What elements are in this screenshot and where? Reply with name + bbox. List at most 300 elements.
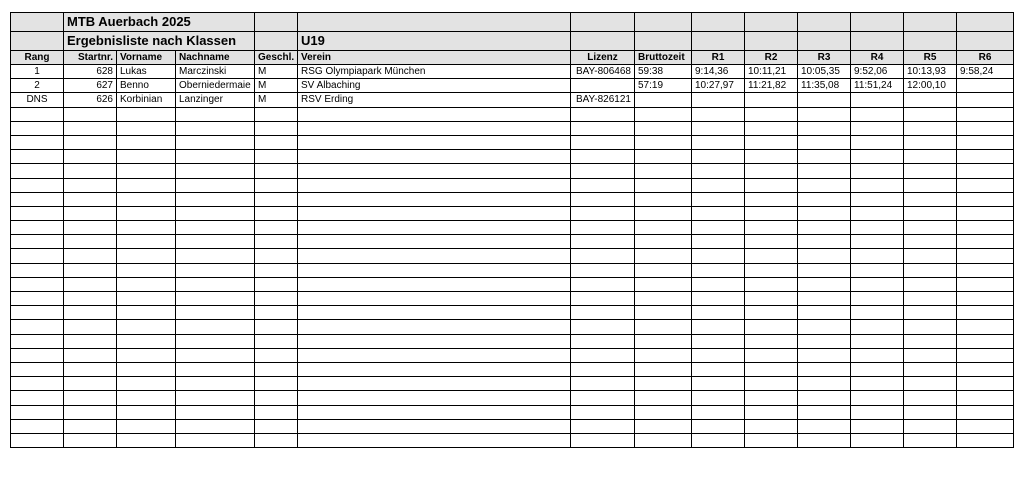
cell[interactable] xyxy=(117,150,176,164)
cell[interactable] xyxy=(255,150,298,164)
cell[interactable] xyxy=(571,13,635,32)
cell[interactable] xyxy=(745,306,798,320)
cell-startnr[interactable]: 628 xyxy=(64,65,117,79)
cell[interactable] xyxy=(957,391,1014,405)
cell[interactable] xyxy=(957,13,1014,32)
cell[interactable] xyxy=(745,107,798,121)
cell[interactable] xyxy=(745,150,798,164)
cell[interactable] xyxy=(571,107,635,121)
cell[interactable] xyxy=(117,391,176,405)
cell[interactable] xyxy=(851,121,904,135)
cell[interactable] xyxy=(176,320,255,334)
cell[interactable] xyxy=(11,107,64,121)
cell[interactable] xyxy=(117,221,176,235)
cell[interactable] xyxy=(255,391,298,405)
cell[interactable] xyxy=(64,433,117,447)
cell[interactable] xyxy=(255,419,298,433)
cell[interactable] xyxy=(635,107,692,121)
cell[interactable] xyxy=(904,433,957,447)
cell[interactable] xyxy=(851,362,904,376)
cell[interactable] xyxy=(298,249,571,263)
cell[interactable] xyxy=(176,419,255,433)
cell-r5[interactable] xyxy=(904,93,957,107)
cell[interactable] xyxy=(904,32,957,51)
cell[interactable] xyxy=(851,292,904,306)
cell[interactable] xyxy=(957,405,1014,419)
cell[interactable] xyxy=(255,405,298,419)
cell[interactable] xyxy=(11,221,64,235)
cell[interactable] xyxy=(176,306,255,320)
cell[interactable] xyxy=(957,419,1014,433)
cell[interactable] xyxy=(11,377,64,391)
cell[interactable] xyxy=(798,221,851,235)
cell[interactable] xyxy=(904,206,957,220)
cell[interactable] xyxy=(904,221,957,235)
cell[interactable] xyxy=(298,192,571,206)
cell[interactable] xyxy=(798,419,851,433)
cell[interactable] xyxy=(571,235,635,249)
cell[interactable] xyxy=(692,405,745,419)
cell[interactable] xyxy=(957,348,1014,362)
cell[interactable] xyxy=(798,206,851,220)
cell[interactable] xyxy=(851,405,904,419)
cell[interactable] xyxy=(851,206,904,220)
cell[interactable] xyxy=(904,263,957,277)
cell[interactable] xyxy=(692,107,745,121)
cell[interactable] xyxy=(298,320,571,334)
cell-verein[interactable]: SV Albaching xyxy=(298,79,571,93)
cell[interactable] xyxy=(851,249,904,263)
cell-r2[interactable] xyxy=(745,93,798,107)
cell[interactable] xyxy=(64,135,117,149)
sheet-subtitle[interactable]: Ergebnisliste nach Klassen xyxy=(64,32,255,51)
cell[interactable] xyxy=(692,377,745,391)
cell-lizenz[interactable] xyxy=(571,79,635,93)
cell[interactable] xyxy=(298,405,571,419)
cell[interactable] xyxy=(11,135,64,149)
cell[interactable] xyxy=(571,164,635,178)
cell[interactable] xyxy=(64,249,117,263)
cell[interactable] xyxy=(851,221,904,235)
cell-bruttozeit[interactable] xyxy=(635,93,692,107)
cell-startnr[interactable]: 626 xyxy=(64,93,117,107)
cell[interactable] xyxy=(298,150,571,164)
cell[interactable] xyxy=(851,433,904,447)
cell[interactable] xyxy=(957,221,1014,235)
cell[interactable] xyxy=(692,13,745,32)
cell[interactable] xyxy=(851,135,904,149)
cell[interactable] xyxy=(117,164,176,178)
cell[interactable] xyxy=(745,164,798,178)
cell[interactable] xyxy=(176,433,255,447)
cell[interactable] xyxy=(117,135,176,149)
cell[interactable] xyxy=(957,121,1014,135)
cell[interactable] xyxy=(745,121,798,135)
cell[interactable] xyxy=(176,107,255,121)
cell[interactable] xyxy=(798,192,851,206)
cell-nachname[interactable]: Oberniedermaie xyxy=(176,79,255,93)
cell[interactable] xyxy=(176,192,255,206)
cell[interactable] xyxy=(117,206,176,220)
cell[interactable] xyxy=(692,433,745,447)
header-bruttozeit[interactable]: Bruttozeit xyxy=(635,51,692,65)
cell[interactable] xyxy=(904,377,957,391)
cell[interactable] xyxy=(851,377,904,391)
cell[interactable] xyxy=(298,348,571,362)
cell[interactable] xyxy=(64,334,117,348)
cell[interactable] xyxy=(117,249,176,263)
cell[interactable] xyxy=(176,292,255,306)
cell[interactable] xyxy=(957,192,1014,206)
cell[interactable] xyxy=(255,320,298,334)
cell[interactable] xyxy=(798,348,851,362)
cell[interactable] xyxy=(957,150,1014,164)
cell-rang[interactable]: DNS xyxy=(11,93,64,107)
cell[interactable] xyxy=(692,362,745,376)
cell[interactable] xyxy=(117,292,176,306)
cell[interactable] xyxy=(298,13,571,32)
cell[interactable] xyxy=(64,292,117,306)
cell[interactable] xyxy=(298,206,571,220)
cell[interactable] xyxy=(64,178,117,192)
cell[interactable] xyxy=(176,235,255,249)
cell[interactable] xyxy=(745,32,798,51)
header-r4[interactable]: R4 xyxy=(851,51,904,65)
cell[interactable] xyxy=(745,192,798,206)
cell[interactable] xyxy=(176,206,255,220)
cell[interactable] xyxy=(692,206,745,220)
cell[interactable] xyxy=(255,107,298,121)
cell[interactable] xyxy=(298,221,571,235)
cell[interactable] xyxy=(745,320,798,334)
cell[interactable] xyxy=(11,419,64,433)
cell[interactable] xyxy=(571,377,635,391)
cell[interactable] xyxy=(117,306,176,320)
cell-rang[interactable]: 1 xyxy=(11,65,64,79)
cell[interactable] xyxy=(692,292,745,306)
cell[interactable] xyxy=(255,164,298,178)
cell[interactable] xyxy=(117,121,176,135)
cell[interactable] xyxy=(851,320,904,334)
cell[interactable] xyxy=(692,334,745,348)
cell[interactable] xyxy=(798,13,851,32)
cell[interactable] xyxy=(957,320,1014,334)
cell[interactable] xyxy=(635,292,692,306)
cell[interactable] xyxy=(635,348,692,362)
cell[interactable] xyxy=(176,249,255,263)
cell-r4[interactable]: 11:51,24 xyxy=(851,79,904,93)
cell[interactable] xyxy=(176,377,255,391)
cell-r4[interactable]: 9:52,06 xyxy=(851,65,904,79)
header-r3[interactable]: R3 xyxy=(798,51,851,65)
cell[interactable] xyxy=(904,249,957,263)
cell[interactable] xyxy=(904,192,957,206)
cell[interactable] xyxy=(851,235,904,249)
cell[interactable] xyxy=(798,235,851,249)
cell[interactable] xyxy=(298,121,571,135)
cell[interactable] xyxy=(798,405,851,419)
cell[interactable] xyxy=(117,178,176,192)
cell[interactable] xyxy=(851,178,904,192)
cell[interactable] xyxy=(851,150,904,164)
header-r1[interactable]: R1 xyxy=(692,51,745,65)
cell[interactable] xyxy=(635,192,692,206)
cell[interactable] xyxy=(298,334,571,348)
header-r2[interactable]: R2 xyxy=(745,51,798,65)
cell[interactable] xyxy=(176,221,255,235)
cell[interactable] xyxy=(176,164,255,178)
cell[interactable] xyxy=(571,221,635,235)
cell[interactable] xyxy=(64,320,117,334)
cell[interactable] xyxy=(798,164,851,178)
cell[interactable] xyxy=(851,391,904,405)
cell-nachname[interactable]: Lanzinger xyxy=(176,93,255,107)
cell[interactable] xyxy=(904,277,957,291)
cell[interactable] xyxy=(957,433,1014,447)
cell[interactable] xyxy=(64,263,117,277)
cell[interactable] xyxy=(692,249,745,263)
cell[interactable] xyxy=(298,433,571,447)
cell[interactable] xyxy=(64,192,117,206)
cell[interactable] xyxy=(851,107,904,121)
cell[interactable] xyxy=(176,150,255,164)
cell[interactable] xyxy=(692,178,745,192)
cell[interactable] xyxy=(957,362,1014,376)
cell[interactable] xyxy=(117,192,176,206)
cell-bruttozeit[interactable]: 59:38 xyxy=(635,65,692,79)
cell[interactable] xyxy=(745,362,798,376)
cell[interactable] xyxy=(904,348,957,362)
cell-bruttozeit[interactable]: 57:19 xyxy=(635,79,692,93)
cell[interactable] xyxy=(176,348,255,362)
cell[interactable] xyxy=(11,32,64,51)
cell[interactable] xyxy=(117,334,176,348)
cell[interactable] xyxy=(635,362,692,376)
cell-rang[interactable]: 2 xyxy=(11,79,64,93)
cell[interactable] xyxy=(11,433,64,447)
cell[interactable] xyxy=(635,263,692,277)
cell[interactable] xyxy=(298,277,571,291)
cell[interactable] xyxy=(255,121,298,135)
cell[interactable] xyxy=(298,178,571,192)
cell[interactable] xyxy=(298,263,571,277)
cell[interactable] xyxy=(798,277,851,291)
cell[interactable] xyxy=(745,433,798,447)
cell[interactable] xyxy=(64,221,117,235)
cell[interactable] xyxy=(904,292,957,306)
cell[interactable] xyxy=(692,419,745,433)
cell-r3[interactable]: 11:35,08 xyxy=(798,79,851,93)
cell[interactable] xyxy=(635,405,692,419)
cell[interactable] xyxy=(571,362,635,376)
cell[interactable] xyxy=(798,433,851,447)
cell[interactable] xyxy=(571,391,635,405)
cell[interactable] xyxy=(904,235,957,249)
cell[interactable] xyxy=(255,263,298,277)
cell[interactable] xyxy=(176,277,255,291)
cell[interactable] xyxy=(255,235,298,249)
cell[interactable] xyxy=(255,334,298,348)
cell[interactable] xyxy=(11,263,64,277)
cell[interactable] xyxy=(64,121,117,135)
cell-r2[interactable]: 11:21,82 xyxy=(745,79,798,93)
cell[interactable] xyxy=(798,150,851,164)
cell[interactable] xyxy=(904,334,957,348)
cell[interactable] xyxy=(571,121,635,135)
header-verein[interactable]: Verein xyxy=(298,51,571,65)
cell[interactable] xyxy=(11,320,64,334)
cell[interactable] xyxy=(798,377,851,391)
cell-verein[interactable]: RSG Olympiapark München xyxy=(298,65,571,79)
cell[interactable] xyxy=(117,433,176,447)
cell[interactable] xyxy=(571,348,635,362)
cell[interactable] xyxy=(11,405,64,419)
cell[interactable] xyxy=(11,292,64,306)
cell[interactable] xyxy=(11,192,64,206)
cell[interactable] xyxy=(117,277,176,291)
cell[interactable] xyxy=(851,32,904,51)
cell-nachname[interactable]: Marczinski xyxy=(176,65,255,79)
cell[interactable] xyxy=(957,178,1014,192)
cell[interactable] xyxy=(64,306,117,320)
cell[interactable] xyxy=(571,334,635,348)
cell[interactable] xyxy=(745,221,798,235)
cell[interactable] xyxy=(571,135,635,149)
cell[interactable] xyxy=(904,419,957,433)
cell[interactable] xyxy=(255,178,298,192)
cell[interactable] xyxy=(904,391,957,405)
cell[interactable] xyxy=(904,107,957,121)
cell[interactable] xyxy=(176,263,255,277)
cell[interactable] xyxy=(64,377,117,391)
cell[interactable] xyxy=(571,150,635,164)
cell[interactable] xyxy=(957,107,1014,121)
cell-r4[interactable] xyxy=(851,93,904,107)
cell[interactable] xyxy=(635,306,692,320)
cell[interactable] xyxy=(745,135,798,149)
cell[interactable] xyxy=(11,391,64,405)
cell[interactable] xyxy=(64,277,117,291)
cell[interactable] xyxy=(692,150,745,164)
header-vorname[interactable]: Vorname xyxy=(117,51,176,65)
cell[interactable] xyxy=(117,320,176,334)
cell[interactable] xyxy=(11,348,64,362)
cell[interactable] xyxy=(904,178,957,192)
cell[interactable] xyxy=(904,150,957,164)
cell[interactable] xyxy=(904,135,957,149)
cell[interactable] xyxy=(957,377,1014,391)
cell[interactable] xyxy=(957,334,1014,348)
cell-lizenz[interactable]: BAY-806468 xyxy=(571,65,635,79)
cell[interactable] xyxy=(635,433,692,447)
cell[interactable] xyxy=(957,249,1014,263)
cell[interactable] xyxy=(64,348,117,362)
cell[interactable] xyxy=(298,164,571,178)
cell[interactable] xyxy=(692,235,745,249)
cell[interactable] xyxy=(11,164,64,178)
cell[interactable] xyxy=(745,391,798,405)
cell[interactable] xyxy=(745,263,798,277)
cell[interactable] xyxy=(904,13,957,32)
cell[interactable] xyxy=(692,164,745,178)
cell[interactable] xyxy=(255,377,298,391)
cell[interactable] xyxy=(255,249,298,263)
cell[interactable] xyxy=(798,362,851,376)
cell[interactable] xyxy=(957,135,1014,149)
cell[interactable] xyxy=(635,150,692,164)
cell[interactable] xyxy=(798,178,851,192)
cell[interactable] xyxy=(635,391,692,405)
cell[interactable] xyxy=(298,292,571,306)
cell[interactable] xyxy=(255,362,298,376)
cell[interactable] xyxy=(635,178,692,192)
cell-r3[interactable]: 10:05,35 xyxy=(798,65,851,79)
cell[interactable] xyxy=(904,405,957,419)
cell[interactable] xyxy=(692,121,745,135)
cell[interactable] xyxy=(176,391,255,405)
cell[interactable] xyxy=(635,221,692,235)
class-label[interactable]: U19 xyxy=(298,32,571,51)
cell[interactable] xyxy=(298,419,571,433)
cell[interactable] xyxy=(957,277,1014,291)
sheet-title[interactable]: MTB Auerbach 2025 xyxy=(64,13,255,32)
cell[interactable] xyxy=(745,206,798,220)
cell-geschl[interactable]: M xyxy=(255,93,298,107)
cell[interactable] xyxy=(571,292,635,306)
cell[interactable] xyxy=(255,206,298,220)
cell[interactable] xyxy=(64,150,117,164)
cell[interactable] xyxy=(255,32,298,51)
cell-r6[interactable]: 9:58,24 xyxy=(957,65,1014,79)
cell[interactable] xyxy=(298,135,571,149)
header-r6[interactable]: R6 xyxy=(957,51,1014,65)
cell[interactable] xyxy=(64,405,117,419)
cell[interactable] xyxy=(298,306,571,320)
cell-vorname[interactable]: Korbinian xyxy=(117,93,176,107)
cell-r1[interactable]: 10:27,97 xyxy=(692,79,745,93)
cell[interactable] xyxy=(692,277,745,291)
cell[interactable] xyxy=(11,178,64,192)
cell[interactable] xyxy=(692,263,745,277)
cell[interactable] xyxy=(255,277,298,291)
cell[interactable] xyxy=(571,306,635,320)
cell-geschl[interactable]: M xyxy=(255,65,298,79)
cell[interactable] xyxy=(745,277,798,291)
cell[interactable] xyxy=(255,192,298,206)
cell[interactable] xyxy=(745,249,798,263)
cell[interactable] xyxy=(957,206,1014,220)
cell[interactable] xyxy=(798,391,851,405)
cell[interactable] xyxy=(64,206,117,220)
cell[interactable] xyxy=(851,263,904,277)
cell[interactable] xyxy=(692,192,745,206)
cell[interactable] xyxy=(851,334,904,348)
cell[interactable] xyxy=(851,348,904,362)
cell[interactable] xyxy=(11,206,64,220)
cell[interactable] xyxy=(635,377,692,391)
cell[interactable] xyxy=(255,306,298,320)
cell[interactable] xyxy=(255,433,298,447)
cell[interactable] xyxy=(64,391,117,405)
cell-vorname[interactable]: Benno xyxy=(117,79,176,93)
cell[interactable] xyxy=(798,32,851,51)
cell-startnr[interactable]: 627 xyxy=(64,79,117,93)
cell[interactable] xyxy=(851,419,904,433)
cell[interactable] xyxy=(692,306,745,320)
cell[interactable] xyxy=(11,150,64,164)
cell[interactable] xyxy=(635,419,692,433)
cell[interactable] xyxy=(571,263,635,277)
